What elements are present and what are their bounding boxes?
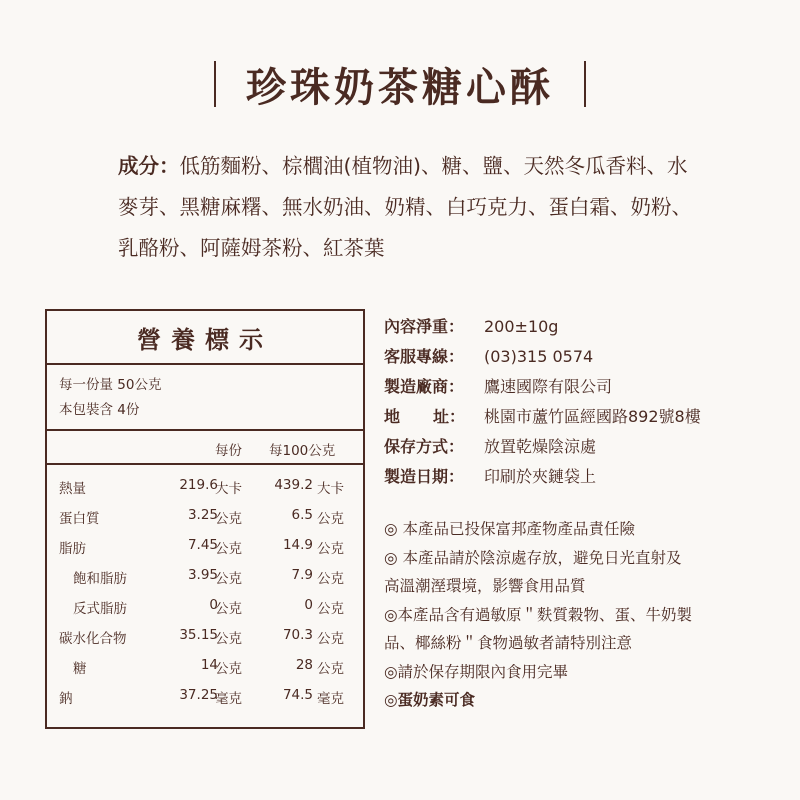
address-label-part-b: 址： [432,407,465,426]
service-row [384,342,784,372]
nutrient-name: 糖 [73,661,87,677]
date-row [384,462,784,492]
ingredients-text: 低筋麵粉、棕櫚油(植物油)、糖、鹽、天然冬瓜香料、水麥芽、黑糖麻糬、無水奶油、奶精、白巧克力、蛋白霜、奶粉、乳酪粉、阿薩姆茶粉、紅茶葉 [118,154,692,260]
product-info [384,312,784,492]
notes-block [384,515,784,715]
per-serving-value: 37.25 [179,687,218,703]
servings-per-package: 本包裝含 4份 [59,402,140,418]
per-serving-value: 35.15 [179,627,218,643]
per-100g-value: 439.2 [274,477,313,493]
nutrient-name: 脂肪 [59,541,86,557]
col-per-100g: 每100公克 [269,443,336,459]
nutrition-row-carbohydrate [47,620,363,650]
note-allergen-line1: ◎本產品含有過敏原＂麩質穀物、蛋、牛奶製 [384,605,693,624]
nutrition-row-saturated-fat [47,560,363,590]
per-serving-unit: 大卡 [215,481,242,497]
per-100g-unit: 毫克 [317,691,344,707]
storage-value: 放置乾燥陰涼處 [484,437,597,456]
per-100g-unit: 公克 [317,541,344,557]
per-100g-unit: 公克 [317,661,344,677]
nutrient-name: 熱量 [59,481,86,497]
per-serving-unit: 公克 [215,541,242,557]
per-100g-value: 6.5 [291,507,313,523]
nutrition-title: 營養標示 [47,311,363,365]
per-serving-value: 14 [200,657,218,673]
per-serving-unit: 公克 [215,631,242,647]
per-100g-value: 0 [304,597,313,613]
nutrition-row-sodium [47,680,363,710]
per-serving-unit: 公克 [215,601,242,617]
date-value: 印刷於夾鏈袋上 [484,467,597,486]
nutrient-name: 碳水化合物 [59,631,127,647]
per-100g-unit: 公克 [317,631,344,647]
nutrition-column-header [47,431,363,465]
title-left-divider [214,61,216,107]
ingredients-block [118,146,698,269]
nutrient-name: 飽和脂肪 [73,571,127,587]
storage-label: 保存方式： [384,437,465,456]
per-serving-unit: 毫克 [215,691,242,707]
address-row [384,402,784,432]
note-insurance: ◎ 本產品已投保富邦產物產品責任險 [384,520,635,538]
serving-info [47,365,363,431]
maker-label: 製造廠商： [384,377,465,396]
product-title: 珍珠奶茶糖心酥 [246,64,554,111]
per-serving-value: 7.45 [187,537,218,553]
per-serving-value: 3.95 [187,567,218,583]
nutrition-row-protein [47,500,363,530]
nutrition-row-fat [47,530,363,560]
address-label [384,402,465,432]
maker-value: 鷹速國際有限公司 [484,377,613,396]
net-weight-value: 200±10g [484,317,559,336]
per-100g-unit: 大卡 [317,481,344,497]
note-allergen-line2: 品、椰絲粉＂食物過敏者請特別注意 [384,634,633,652]
maker-row [384,372,784,402]
title-right-divider [584,61,586,107]
per-serving-value: 219.6 [179,477,218,493]
service-label: 客服專線： [384,347,465,366]
service-phone: (03)315 0574 [484,347,594,366]
nutrition-rows [47,465,363,710]
per-100g-value: 74.5 [282,687,313,703]
nutrition-facts-table [45,309,365,729]
title-area [0,52,800,116]
per-100g-unit: 公克 [317,571,344,587]
note-storage-line2: 高溫潮溼環境，影響食用品質 [384,577,586,595]
net-weight-label: 內容淨重： [384,317,465,336]
per-serving-unit: 公克 [215,511,242,527]
nutrition-row-sugar [47,650,363,680]
per-serving-unit: 公克 [215,661,242,677]
nutrient-name: 鈉 [59,691,73,707]
nutrition-row-trans-fat [47,590,363,620]
address-label-part-a: 地 [384,407,401,426]
note-storage-line1: ◎ 本產品請於陰涼處存放，避免日光直射及 [384,548,682,567]
col-per-serving: 每份 [215,443,242,459]
nutrient-name: 蛋白質 [59,511,100,527]
per-100g-value: 14.9 [282,537,313,553]
per-100g-unit: 公克 [317,601,344,617]
date-label: 製造日期： [384,467,465,486]
per-serving-unit: 公克 [215,571,242,587]
per-100g-value: 70.3 [282,627,313,643]
storage-row [384,432,784,462]
nutrient-name: 反式脂肪 [73,601,127,617]
per-100g-value: 28 [295,657,313,673]
nutrition-row-energy [47,470,363,500]
ingredients-label: 成分： [118,154,180,178]
address-value: 桃園市蘆竹區經國路892號8樓 [484,407,701,426]
per-serving-value: 3.25 [187,507,218,523]
per-serving-value: 0 [209,597,218,613]
serving-size: 每一份量 50公克 [59,377,162,393]
net-weight-row [384,312,784,342]
note-vegetarian: ◎蛋奶素可食 [384,691,476,709]
per-100g-value: 7.9 [291,567,313,583]
note-expiry: ◎請於保存期限內食用完畢 [384,662,569,681]
per-100g-unit: 公克 [317,511,344,527]
